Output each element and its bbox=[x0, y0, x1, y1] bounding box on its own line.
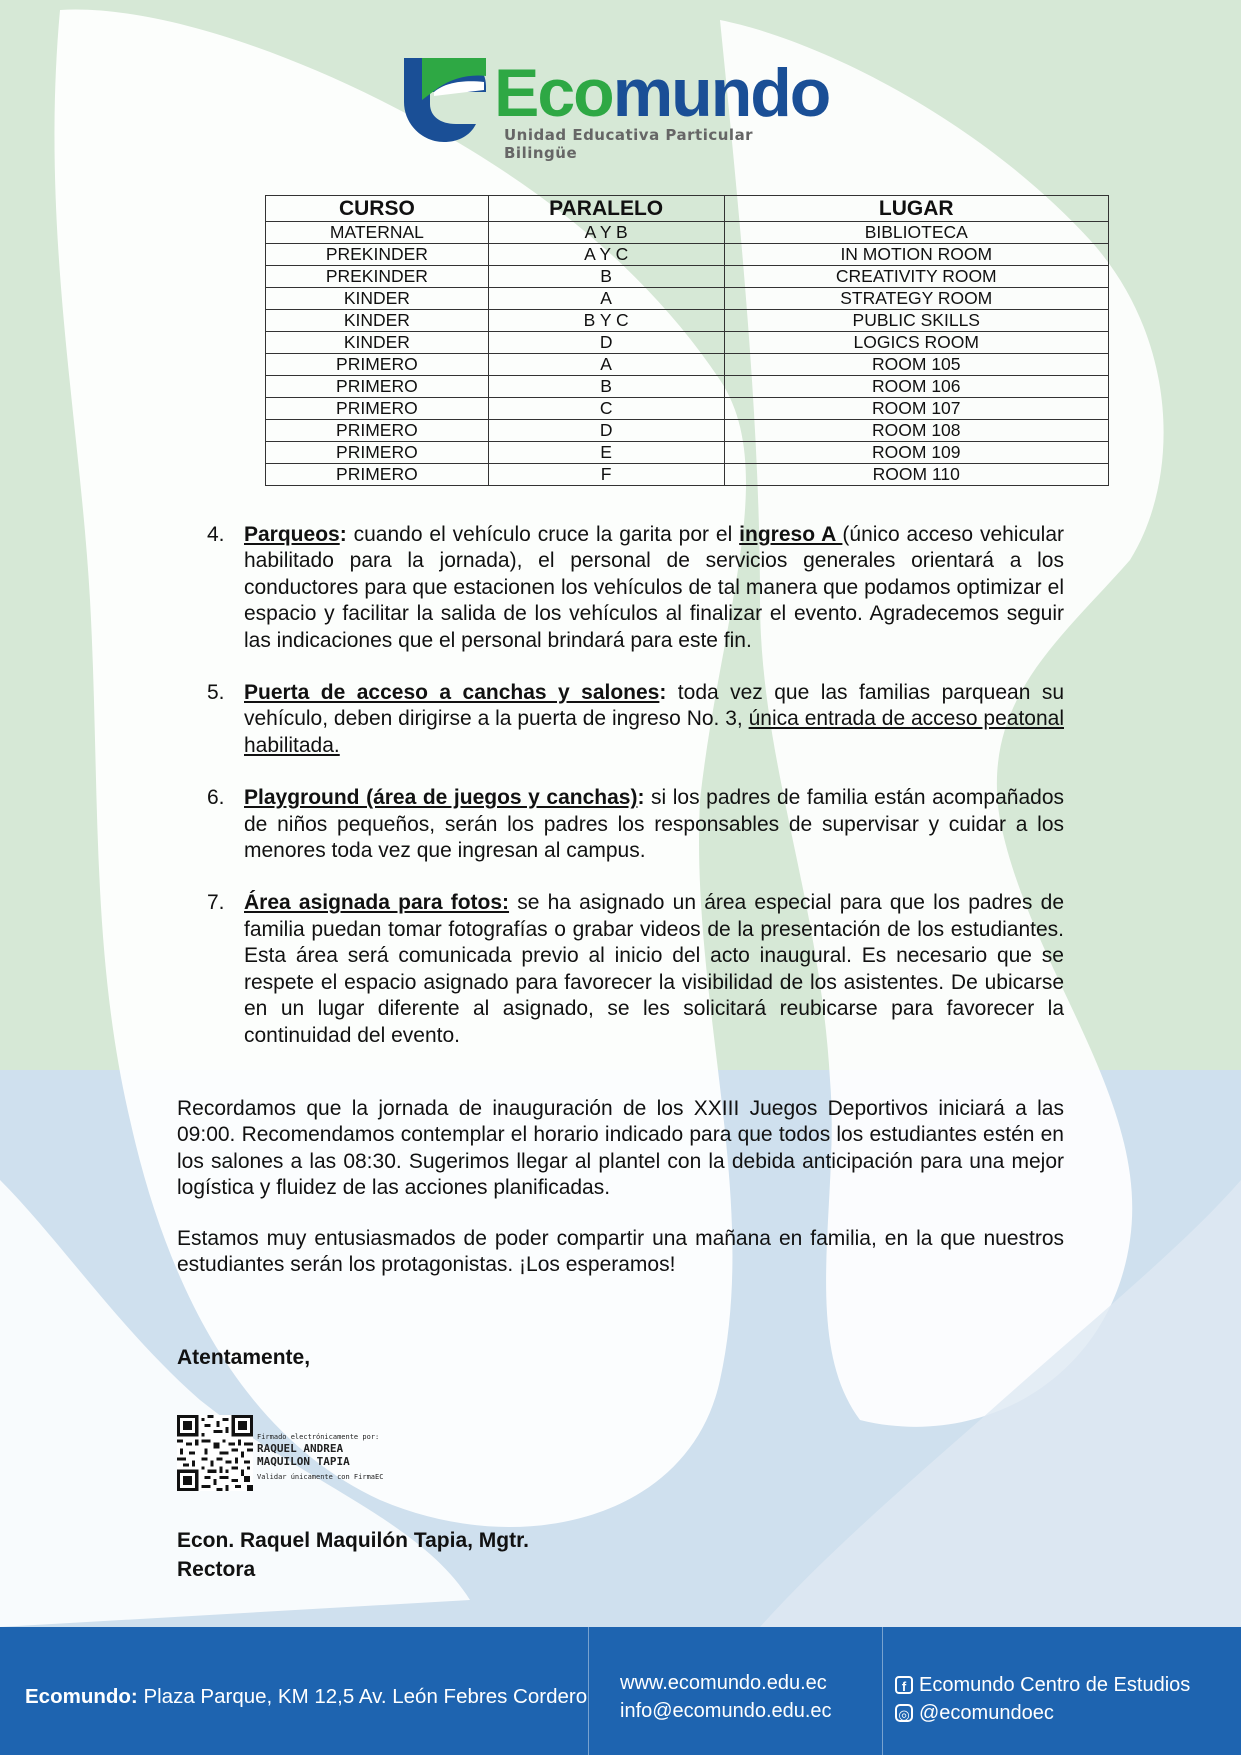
cell-curso: PRIMERO bbox=[266, 354, 489, 376]
footer-email-link[interactable]: info@ecomundo.edu.ec bbox=[620, 1700, 832, 1722]
signature-name-line2: MAQUILON TAPIA bbox=[257, 1455, 350, 1468]
cell-lugar: STRATEGY ROOM bbox=[724, 288, 1108, 310]
cell-paralelo: F bbox=[488, 464, 724, 486]
footer-website-link[interactable]: www.ecomundo.edu.ec bbox=[620, 1672, 827, 1694]
signature-validation-note: Validar únicamente con FirmaEC bbox=[257, 1473, 384, 1481]
footer-address: Ecomundo: Plaza Parque, KM 12,5 Av. León Febres Cordero bbox=[25, 1685, 588, 1708]
instagram-icon: ◎ bbox=[895, 1704, 913, 1722]
item-number: 4. bbox=[207, 523, 225, 546]
item-number: 5. bbox=[207, 681, 225, 705]
cell-curso: PREKINDER bbox=[266, 244, 489, 266]
signer-block bbox=[177, 1526, 529, 1584]
table-row bbox=[266, 398, 1109, 420]
cell-paralelo: B bbox=[488, 376, 724, 398]
list-item-area-fotos bbox=[207, 890, 1064, 1048]
facebook-icon: f bbox=[895, 1676, 913, 1694]
list-item-parqueos bbox=[207, 522, 1064, 654]
header-paralelo: PARALELO bbox=[488, 196, 724, 222]
item-title-colon: : bbox=[637, 786, 645, 810]
cell-lugar: ROOM 108 bbox=[724, 420, 1108, 442]
cell-lugar: ROOM 106 bbox=[724, 376, 1108, 398]
cell-lugar: ROOM 107 bbox=[724, 398, 1108, 420]
cell-paralelo: D bbox=[488, 420, 724, 442]
cell-curso: MATERNAL bbox=[266, 222, 489, 244]
item-text: se ha asignado un área especial para que los padres de familia puedan tomar fotografías o grabar videos de la presentación de los estudiantes. Esta área será comunicada previo al inicio del acto inaugural. Es necesario que se respete el espacio asignado para favorecer la visibilidad de los asistentes. De ubicarse en un lugar diferente al asignado, se les solicitará reubicarse para favorecer la continuidad del evento. bbox=[244, 891, 1064, 1047]
logo-shield-icon bbox=[400, 52, 492, 144]
cell-paralelo: C bbox=[488, 398, 724, 420]
cell-curso: PRIMERO bbox=[266, 442, 489, 464]
table-row bbox=[266, 420, 1109, 442]
cell-curso: PRIMERO bbox=[266, 420, 489, 442]
electronic-signature bbox=[177, 1415, 477, 1495]
table-row bbox=[266, 354, 1109, 376]
cell-lugar: CREATIVITY ROOM bbox=[724, 266, 1108, 288]
table-row bbox=[266, 310, 1109, 332]
item-text: (único acceso vehicular habilitado para la jornada), el personal de servicios generales orientará a los conductores para que estacionen los vehículos de tal manera que podamos optimizar el espacio y facilitar la salida de los vehículos al finalizar el evento. Agradecemos seguir las indicaciones que el personal brindará para este fin. bbox=[244, 523, 1064, 652]
header-curso: CURSO bbox=[266, 196, 489, 222]
ecomundo-logo bbox=[400, 52, 830, 162]
table-row bbox=[266, 464, 1109, 486]
cell-paralelo: A Y B bbox=[488, 222, 724, 244]
item-text: si los padres de familia están acompañados de niños pequeños, serán los padres los responsables de supervisar y cuidar a los menores toda vez que ingresan al campus. bbox=[244, 786, 1065, 863]
logo-wordmark: Ecomundo bbox=[494, 55, 830, 131]
signature-name-line1: RAQUEL ANDREA bbox=[257, 1442, 344, 1455]
cell-lugar: BIBLIOTECA bbox=[724, 222, 1108, 244]
cell-lugar: ROOM 110 bbox=[724, 464, 1108, 486]
instructions-list bbox=[207, 522, 1064, 1075]
cell-curso: KINDER bbox=[266, 310, 489, 332]
table-row bbox=[266, 244, 1109, 266]
cell-paralelo: A bbox=[488, 288, 724, 310]
item-title: Área asignada para fotos: bbox=[244, 891, 510, 915]
closing-salutation: Atentamente, bbox=[177, 1346, 311, 1369]
table-header-row bbox=[266, 196, 1109, 222]
cell-curso: PREKINDER bbox=[266, 266, 489, 288]
footer-divider bbox=[588, 1627, 589, 1755]
item-highlight: ingreso A bbox=[739, 523, 843, 546]
cell-paralelo: E bbox=[488, 442, 724, 464]
table-row bbox=[266, 376, 1109, 398]
cell-curso: KINDER bbox=[266, 288, 489, 310]
footer-divider bbox=[882, 1627, 883, 1755]
paragraph-inauguration: Recordamos que la jornada de inauguración de los XXIII Juegos Deportivos iniciará a las 09:00. Recomendamos contemplar el horario indicado para que todos los estudiantes estén en los salones a las 08:30. Sugerimos llegar al plantel con la debida anticipación para una mejor logística y fluidez de las acciones planificadas. bbox=[177, 1097, 1064, 1200]
signature-caption: Firmado electrónicamente por: bbox=[257, 1433, 380, 1441]
table-row bbox=[266, 332, 1109, 354]
table-row bbox=[266, 266, 1109, 288]
cell-lugar: ROOM 109 bbox=[724, 442, 1108, 464]
item-text: cuando el vehículo cruce la garita por el bbox=[346, 523, 740, 546]
cell-lugar: LOGICS ROOM bbox=[724, 332, 1108, 354]
item-number: 7. bbox=[207, 891, 225, 915]
qr-code-icon bbox=[177, 1415, 253, 1491]
item-underlined-text: única entrada de acceso peatonal habilitada. bbox=[244, 707, 1064, 757]
item-title: Parqueos bbox=[244, 523, 340, 546]
paragraph-closing-message: Estamos muy entusiasmados de poder compartir una mañana en familia, en la que nuestros estudiantes serán los protagonistas. ¡Los esperamos! bbox=[177, 1227, 1064, 1277]
header-lugar: LUGAR bbox=[724, 196, 1108, 222]
cell-paralelo: A bbox=[488, 354, 724, 376]
course-location-table bbox=[265, 195, 1109, 486]
cell-curso: PRIMERO bbox=[266, 464, 489, 486]
item-number: 6. bbox=[207, 786, 225, 810]
cell-paralelo: B bbox=[488, 266, 724, 288]
table-row bbox=[266, 288, 1109, 310]
cell-curso: PRIMERO bbox=[266, 376, 489, 398]
footer-instagram-link[interactable]: ◎ @ecomundoec bbox=[895, 1699, 1190, 1727]
item-title-colon: : bbox=[339, 523, 347, 546]
cell-paralelo: A Y C bbox=[488, 244, 724, 266]
footer-social bbox=[895, 1671, 1190, 1727]
cell-curso: KINDER bbox=[266, 332, 489, 354]
cell-lugar: PUBLIC SKILLS bbox=[724, 310, 1108, 332]
item-title: Playground (área de juegos y canchas) bbox=[244, 786, 638, 810]
cell-lugar: ROOM 105 bbox=[724, 354, 1108, 376]
item-title: Puerta de acceso a canchas y salones bbox=[244, 681, 660, 705]
cell-curso: PRIMERO bbox=[266, 398, 489, 420]
cell-paralelo: D bbox=[488, 332, 724, 354]
item-title-colon: : bbox=[659, 681, 667, 705]
footer-contact bbox=[620, 1669, 832, 1725]
signature-text bbox=[257, 1433, 383, 1481]
list-item-puerta-acceso bbox=[207, 680, 1064, 759]
list-item-playground bbox=[207, 785, 1064, 864]
table-row bbox=[266, 222, 1109, 244]
page-footer bbox=[0, 1627, 1241, 1755]
signer-name: Econ. Raquel Maquilón Tapia, Mgtr. bbox=[177, 1529, 529, 1552]
footer-facebook-link[interactable]: f Ecomundo Centro de Estudios bbox=[895, 1671, 1190, 1699]
cell-paralelo: B Y C bbox=[488, 310, 724, 332]
table-row bbox=[266, 442, 1109, 464]
cell-lugar: IN MOTION ROOM bbox=[724, 244, 1108, 266]
item-text: toda vez que las familias parquean su vehículo, deben dirigirse a la puerta de ingreso No. 3, bbox=[244, 681, 1064, 731]
logo-tagline: Unidad Educativa Particular Bilingüe bbox=[504, 126, 754, 162]
signer-role: Rectora bbox=[177, 1558, 256, 1581]
